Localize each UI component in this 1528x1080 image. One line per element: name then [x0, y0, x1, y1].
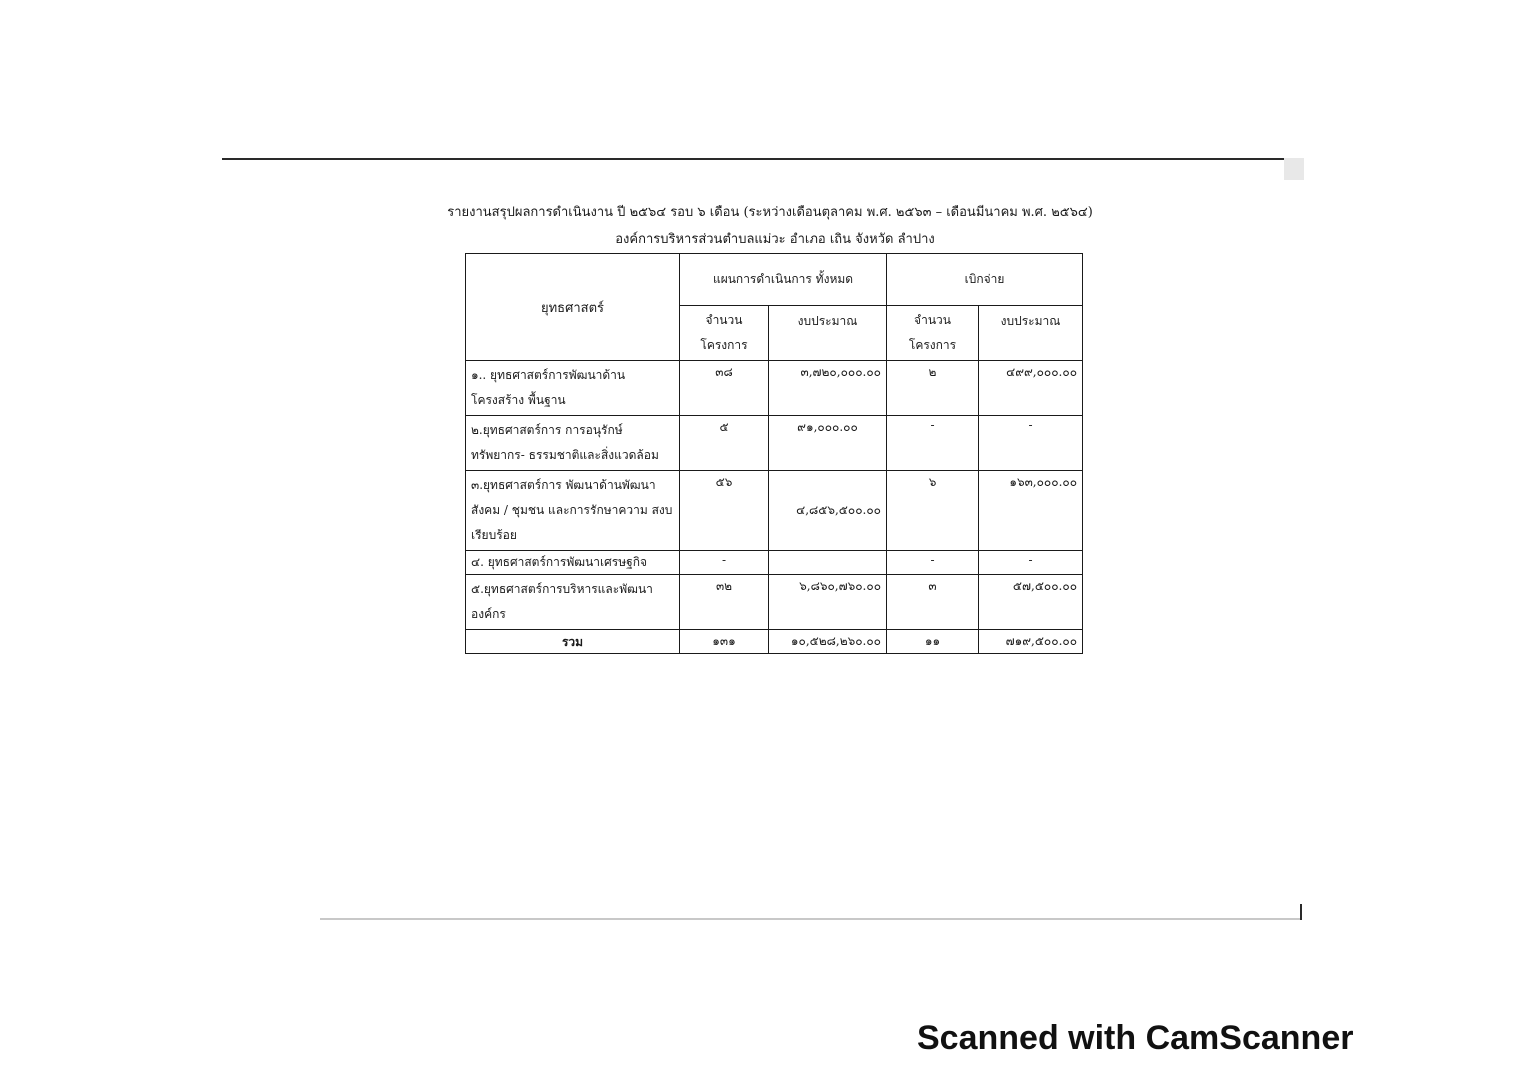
strategy-cell: ๕.ยุทธศาสตร์การบริหารและพัฒนา องค์กร: [466, 575, 680, 630]
report-title: รายงานสรุปผลการดำเนินงาน ปี ๒๕๖๔ รอบ ๖ เดือน (ระหว่างเดือนตุลาคม พ.ศ. ๒๕๖๓ – เดือนมีนาคม พ.ศ. ๒๕๖๔): [447, 205, 1093, 220]
plan-count-cell: -: [680, 551, 769, 575]
disb-budget-cell: -: [979, 416, 1083, 471]
total-row: [466, 630, 1083, 654]
total-disb-count: ๑๑: [887, 630, 979, 654]
plan-group-header: แผนการดำเนินการ ทั้งหมด: [680, 254, 887, 306]
scan-bottom-edge: [320, 918, 1300, 920]
strategy-cell: ๓.ยุทธศาสตร์การ พัฒนาด้านพัฒนา สังคม / ชุมชน และการรักษาความ สงบเรียบร้อย: [466, 471, 680, 551]
disb-count-cell: -: [887, 551, 979, 575]
table-row: [466, 575, 1083, 630]
scan-corner-mark: [1300, 904, 1302, 920]
total-disb-budget: ๗๑๙,๕๐๐.๐๐: [979, 630, 1083, 654]
table-row: [466, 416, 1083, 471]
disb-count-cell: -: [887, 416, 979, 471]
report-subtitle: องค์การบริหารส่วนตำบลแม่วะ อำเภอ เถิน จังหวัด ลำปาง: [615, 232, 935, 247]
table-row: [466, 471, 1083, 551]
camscanner-watermark: Scanned with CamScanner: [917, 1019, 1354, 1057]
plan-count-cell: ๕๖: [680, 471, 769, 551]
summary-table: [465, 253, 1083, 654]
table-row: [466, 551, 1083, 575]
total-label: รวม: [466, 630, 680, 654]
strategy-cell: ๑.. ยุทธศาสตร์การพัฒนาด้าน โครงสร้าง พื้นฐาน: [466, 361, 680, 416]
disb-count-header: จำนวน โครงการ: [887, 306, 979, 361]
disb-count-cell: ๒: [887, 361, 979, 416]
strategy-cell: ๔. ยุทธศาสตร์การพัฒนาเศรษฐกิจ: [466, 551, 680, 575]
plan-budget-cell: ๖,๘๖๐,๗๖๐.๐๐: [769, 575, 887, 630]
strategy-header: ยุทธศาสตร์: [466, 254, 680, 361]
plan-budget-cell: ๙๑,๐๐๐.๐๐: [769, 416, 887, 471]
scan-corner-shade: [1284, 158, 1304, 180]
plan-count-cell: ๓๒: [680, 575, 769, 630]
disb-budget-cell: ๕๗,๕๐๐.๐๐: [979, 575, 1083, 630]
plan-budget-cell: ๓,๗๒๐,๐๐๐.๐๐: [769, 361, 887, 416]
plan-count-cell: ๕: [680, 416, 769, 471]
plan-count-header: จำนวน โครงการ: [680, 306, 769, 361]
total-plan-budget: ๑๐,๕๒๘,๒๖๐.๐๐: [769, 630, 887, 654]
table-row: [466, 361, 1083, 416]
total-plan-count: ๑๓๑: [680, 630, 769, 654]
plan-budget-cell: [769, 551, 887, 575]
plan-count-cell: ๓๘: [680, 361, 769, 416]
disb-budget-cell: ๑๖๓,๐๐๐.๐๐: [979, 471, 1083, 551]
scan-top-edge: [222, 158, 1304, 160]
plan-budget-cell: ๔,๘๕๖,๕๐๐.๐๐: [769, 471, 887, 551]
disburse-group-header: เบิกจ่าย: [887, 254, 1083, 306]
disb-budget-cell: -: [979, 551, 1083, 575]
plan-budget-header: งบประมาณ: [769, 306, 887, 361]
disb-count-cell: ๖: [887, 471, 979, 551]
strategy-cell: ๒.ยุทธศาสตร์การ การอนุรักษ์ ทรัพยากร- ธรรมชาติและสิ่งแวดล้อม: [466, 416, 680, 471]
disb-budget-cell: ๔๙๙,๐๐๐.๐๐: [979, 361, 1083, 416]
disb-budget-header: งบประมาณ: [979, 306, 1083, 361]
disb-count-cell: ๓: [887, 575, 979, 630]
